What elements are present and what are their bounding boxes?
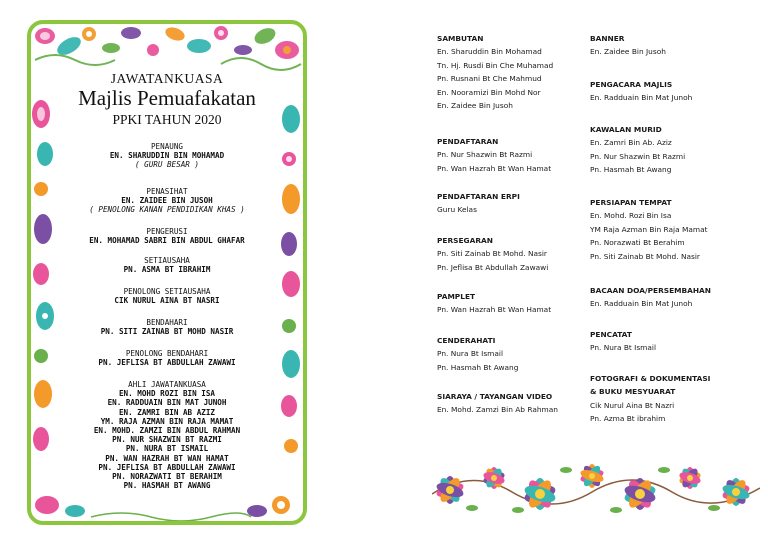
section-member: En. Zaidee Bin Jusoh <box>437 101 513 111</box>
block-name: PN. JEFLISA BT ABDULLAH ZAWAWI <box>98 358 236 368</box>
block-name: PN. WAN HAZRAH BT WAN HAMAT <box>105 453 229 463</box>
section-title: PENCATAT <box>590 330 632 339</box>
block-penaung <box>31 142 303 170</box>
section-title: SIARAYA / TAYANGAN VIDEO <box>437 392 553 401</box>
block-title: AHLI JAWATANKUASA <box>128 380 206 389</box>
section-bacaan-doa <box>590 284 711 311</box>
section-member: Tn. Hj. Rusdi Bin Che Muhamad <box>437 60 554 70</box>
block-title: SETIAUSAHA <box>144 256 190 265</box>
block-name: CIK NURUL AINA BT NASRI <box>114 296 220 306</box>
section-member: YM Raja Azman Bin Raja Mamat <box>590 224 708 234</box>
block-name: EN. ZAMRI BIN AB AZIZ <box>118 407 215 417</box>
block-title: PENGERUSI <box>146 227 188 236</box>
section-member: En. Mohd. Zamzi Bin Ab Rahman <box>437 405 558 415</box>
section-title: CENDERAHATI <box>437 336 496 345</box>
block-name: PN. NORAZWATI BT BERAHIM <box>112 472 222 482</box>
block-bendahari <box>31 318 303 336</box>
section-member: Pn. Hasmah Bt Awang <box>437 362 519 372</box>
block-name: EN. MOHD ROZI BIN ISA <box>118 389 215 399</box>
section-member: Guru Kelas <box>437 205 477 215</box>
poster-card <box>27 20 307 525</box>
section-sambutan <box>437 32 553 112</box>
block-name: EN. ZAIDEE BIN JUSOH <box>121 196 213 206</box>
section-title: PERSEGARAN <box>437 236 493 245</box>
section-pendaftaran-erpi <box>437 190 520 217</box>
section-persiapan-tempat <box>590 196 708 263</box>
block-name: PN. ASMA BT IBRAHIM <box>123 265 211 275</box>
section-member: Pn. Norazwati Bt Berahim <box>590 238 685 248</box>
section-member: En. Radduain Bin Mat Junoh <box>590 93 693 103</box>
block-title: PENOLONG SETIAUSAHA <box>123 287 211 296</box>
section-siaraya <box>437 390 558 417</box>
block-name: EN. MOHD. ZAMZI BIN ABDUL RAHMAN <box>93 426 241 436</box>
section-title: PAMPLET <box>437 292 476 301</box>
block-name: EN. SHARUDDIN BIN MOHAMAD <box>109 151 225 161</box>
block-setiausaha <box>31 256 303 274</box>
section-member: Pn. Azma Bt ibrahim <box>590 414 666 424</box>
section-title: PENGACARA MAJLIS <box>590 80 673 89</box>
section-member: Pn. Nur Shazwin Bt Razmi <box>437 150 533 160</box>
section-member: En. Zamri Bin Ab. Aziz <box>590 138 672 148</box>
section-kawalan-murid <box>590 123 685 177</box>
section-member: Pn. Jeflisa Bt Abdullah Zawawi <box>437 262 549 272</box>
section-member: Pn. Siti Zainab Bt Mohd. Nasir <box>437 249 547 259</box>
block-name: PN. NURA BT ISMAIL <box>125 444 209 454</box>
block-penasihat <box>31 187 303 215</box>
section-member: En. Sharuddin Bin Mohamad <box>437 47 542 57</box>
section-banner <box>590 32 666 59</box>
block-name: PN. NUR SHAZWIN BT RAZMI <box>112 435 222 445</box>
section-cenderahati <box>437 334 518 374</box>
section-member: Pn. Hasmah Bt Awang <box>590 165 672 175</box>
poster-title-line1: JAWATANKUASA <box>110 71 224 86</box>
section-member: En. Zaidee Bin Jusoh <box>590 47 666 57</box>
floral-banner-image <box>432 448 760 526</box>
section-member: Pn. Rusnani Bt Che Mahmud <box>437 74 542 84</box>
section-pencatat <box>590 328 656 355</box>
section-pengacara-majlis <box>590 78 692 105</box>
block-name: PN. JEFLISA BT ABDULLAH ZAWAWI <box>98 462 236 472</box>
section-pendaftaran <box>437 135 551 175</box>
section-pamplet <box>437 290 551 317</box>
block-penolong-bendahari <box>31 349 303 367</box>
section-member: Pn. Siti Zainab Bt Mohd. Nasir <box>590 251 700 261</box>
section-title: KAWALAN MURID <box>590 125 662 134</box>
section-title: PENDAFTARAN <box>437 137 499 146</box>
section-persegaran <box>437 234 548 274</box>
section-title-cont: & BUKU MESYUARAT <box>590 387 676 397</box>
block-name: PN. SITI ZAINAB BT MOHD NASIR <box>100 327 234 337</box>
section-member: Pn. Wan Hazrah Bt Wan Hamat <box>437 163 552 173</box>
block-title: PENASIHAT <box>146 187 188 196</box>
section-title: FOTOGRAFI & DOKUMENTASI <box>590 374 711 383</box>
block-title: PENOLONG BENDAHARI <box>125 349 209 358</box>
section-title: PERSIAPAN TEMPAT <box>590 198 672 207</box>
section-member: Cik Nurul Aina Bt Nazri <box>590 400 675 410</box>
block-pengerusi <box>31 227 303 245</box>
block-name: PN. HASMAH BT AWANG <box>123 481 211 491</box>
section-member: En. Radduain Bin Mat Junoh <box>590 299 693 309</box>
block-ahli-jawatankuasa <box>31 380 303 490</box>
block-penolong-setiausaha <box>31 287 303 305</box>
section-fotografi <box>590 372 710 426</box>
block-name: YM. RAJA AZMAN BIN RAJA MAMAT <box>100 416 234 426</box>
section-title: BACAAN DOA/PERSEMBAHAN <box>590 286 711 295</box>
section-member: En. Nooramizi Bin Mohd Nor <box>437 87 541 97</box>
section-member: Pn. Nura Bt Ismail <box>437 349 504 359</box>
section-title: BANNER <box>590 34 625 43</box>
block-name: EN. RADDUAIN BIN MAT JUNOH <box>107 398 227 408</box>
section-member: En. Mohd. Rozi Bin Isa <box>590 211 672 221</box>
section-member: Pn. Wan Hazrah Bt Wan Hamat <box>437 305 552 315</box>
section-title: SAMBUTAN <box>437 34 484 43</box>
section-member: Pn. Nur Shazwin Bt Razmi <box>590 151 686 161</box>
block-name: EN. MOHAMAD SABRI BIN ABDUL GHAFAR <box>89 236 245 246</box>
block-sub: ( GURU BESAR ) <box>134 160 199 170</box>
block-title: PENAUNG <box>150 142 183 151</box>
section-title: PENDAFTARAN ERPI <box>437 192 520 201</box>
section-member: Pn. Nura Bt Ismail <box>590 343 657 353</box>
poster-title-line2: Majlis Pemuafakatan <box>78 86 256 110</box>
poster-title-line3: PPKI TAHUN 2020 <box>112 112 222 127</box>
block-title: BENDAHARI <box>146 318 188 327</box>
block-sub: ( PENOLONG KANAN PENDIDIKAN KHAS ) <box>89 205 245 215</box>
